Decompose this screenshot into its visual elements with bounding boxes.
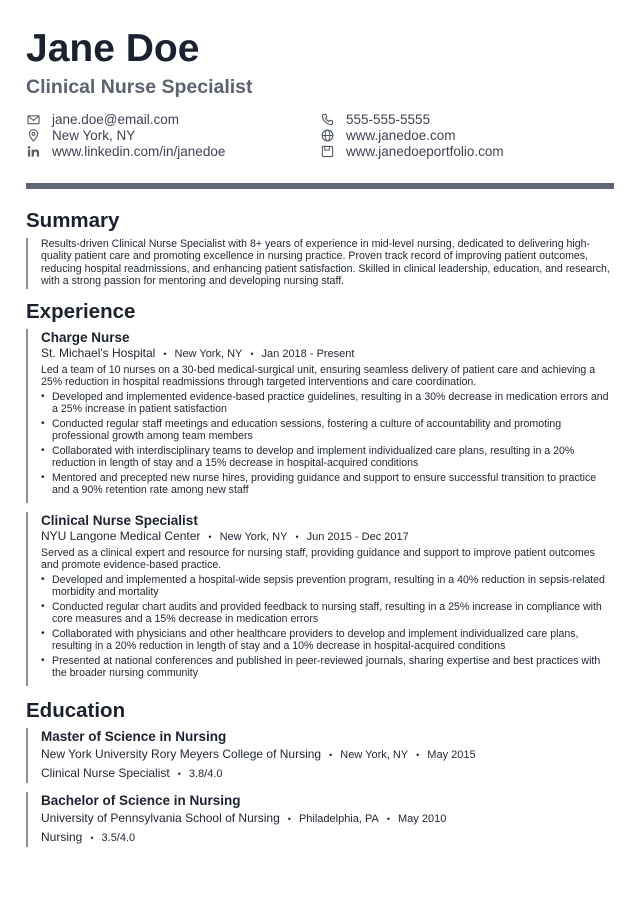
separator-dot: • [90,832,94,843]
globe-icon [320,128,334,142]
job-description: Served as a clinical expert and resource for nursing staff, providing guidance and support to improve patient outcomes and promote evidence-based practice. [41,547,595,572]
email-text: jane.doe@email.com [52,111,180,127]
edu-school: University of Pennsylvania School of Nursing [41,811,280,825]
separator-dot: • [416,749,420,760]
experience-heading: Experience [26,300,136,323]
job-location: New York, NY [219,531,288,543]
job-org: NYU Langone Medical Center [41,529,201,543]
separator-dot: • [177,768,181,779]
resume-name: Jane Doe [26,27,200,70]
summary-text: Results-driven Clinical Nurse Specialist with 8+ years of experience in mid-level nursing, dedicated to delivering high-quality patient care and promoting excellence in nursing practice. Proven track record of improving patient outcomes, reducing hospital readmissions, and enhancing patient satisfaction. Skilled in clinical leadership, education, and research, with a strong passion for mentoring and developing nursing staff. [41,238,610,288]
linkedin-text: www.linkedin.com/in/janedoe [52,143,226,159]
bullet-item: • Conducted regular chart audits and provided feedback to nursing staff, resulting in a 25% increase in compliance with core measures and a 15% decrease in medication errors [41,601,602,626]
bullet-item: • Presented at national conferences and published in peer-reviewed journals, sharing expertise and best practices with the broader nursing community [41,655,601,680]
edu-school-line [41,811,611,827]
portfolio-icon [320,144,334,158]
summary-block [26,238,611,289]
location-pin-icon [26,128,40,142]
bullet-item: • Developed and implemented evidence-based practice guidelines, resulting in a 30% decrease in medication errors and a 25% increase in patient satisfaction [41,391,609,416]
job-org-line [41,529,611,545]
edu-location: New York, NY [340,749,409,761]
edu-school-line [41,747,611,763]
edu-gpa: 3.5/4.0 [101,832,136,844]
bullet-item: • Developed and implemented a hospital-wide sepsis prevention program, resulting in a 40% reduction in sepsis-related morbidity and mortality [41,574,605,599]
contact-portfolio[interactable] [320,143,504,159]
education-entry [26,792,611,847]
edu-field-line [41,830,611,846]
job-description: Led a team of 10 nurses on a 30-bed medical-surgical unit, ensuring seamless delivery of patient care and achieving a 25% reduction in hospital readmissions through targeted interventions and care coordination. [41,364,596,389]
edu-date: May 2010 [398,813,447,825]
job-bullets [41,391,611,496]
edu-school: New York University Rory Meyers College of Nursing [41,747,322,761]
separator-dot: • [295,531,299,542]
job-role: Clinical Nurse Specialist [41,513,198,528]
education-heading: Education [26,699,126,722]
edu-field: Nursing [41,830,83,844]
contact-linkedin[interactable] [26,143,225,159]
envelope-icon [26,112,40,126]
edu-gpa: 3.8/4.0 [188,768,223,780]
education-entry [26,728,611,783]
job-dates: Jan 2018 - Present [261,348,355,360]
separator-dot: • [208,531,212,542]
contact-website[interactable] [320,127,456,143]
job-org-line [41,346,611,362]
edu-field: Clinical Nurse Specialist [41,766,170,780]
linkedin-icon [26,144,40,158]
edu-location: Philadelphia, PA [298,813,379,825]
header-divider [26,183,614,189]
separator-dot: • [250,348,254,359]
separator-dot: • [329,749,333,760]
experience-entry [26,329,611,503]
edu-degree: Master of Science in Nursing [41,729,227,744]
bullet-item: • Collaborated with physicians and other healthcare providers to develop and implement individualized care plans, resulting in a 20% reduction in length of stay and a 10% decrease in hospital-acquired conditions [41,628,579,653]
phone-text: 555-555-5555 [346,111,431,127]
bullet-item: • Collaborated with interdisciplinary teams to develop and implement individualized care plans, resulting in a 20% reduction in length of stay and a 15% decrease in hospital-acquired conditions [41,445,575,470]
portfolio-text: www.janedoeportfolio.com [346,143,504,159]
experience-entry [26,512,611,686]
contact-phone[interactable] [320,111,430,127]
job-role: Charge Nurse [41,330,130,345]
contact-location [26,127,135,143]
contact-email[interactable] [26,111,179,127]
summary-heading: Summary [26,209,120,232]
website-text: www.janedoe.com [346,127,456,143]
job-org: St. Michael's Hospital [41,346,156,360]
edu-field-line [41,766,611,782]
separator-dot: • [287,813,291,824]
edu-degree: Bachelor of Science in Nursing [41,793,241,808]
edu-date: May 2015 [427,749,476,761]
separator-dot: • [386,813,390,824]
separator-dot: • [163,348,167,359]
job-bullets [41,574,611,679]
job-location: New York, NY [174,348,243,360]
resume-title: Clinical Nurse Specialist [26,76,253,98]
bullet-item: • Mentored and precepted new nurse hires, providing guidance and support to ensure successful transition to practice and a 90% retention rate among new staff [41,472,597,497]
job-dates: Jun 2015 - Dec 2017 [306,531,409,543]
phone-icon [320,112,334,126]
bullet-item: • Conducted regular staff meetings and education sessions, fostering a culture of accountability and promoting professional growth among team members [41,418,562,443]
location-text: New York, NY [52,127,136,143]
contact-section [26,111,616,161]
